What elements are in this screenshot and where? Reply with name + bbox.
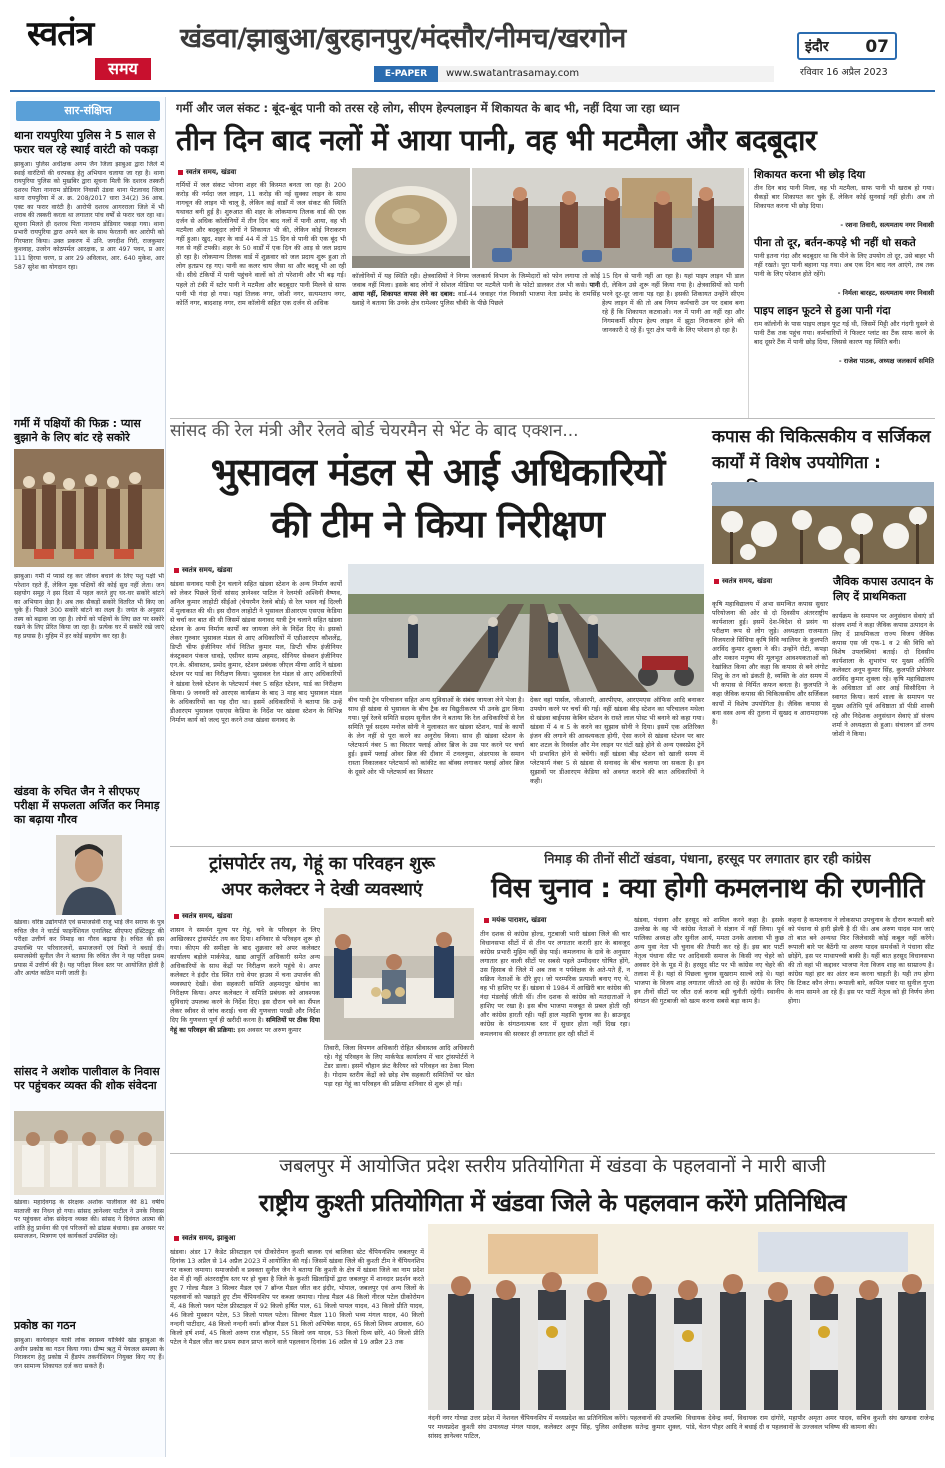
byline: स्वतंत्र समय, खंडवा [174,912,232,921]
byline: स्वतंत्र समय, खंडवा [174,566,232,575]
side-box-body: राम कॉलोनी के पास पाइप लाइन फूट गई थी, जिसमें मिट्टी और गंदगी घुसने से पानी टैंक तक पहुंच गया। कर्मचारियों ने फिल्टर प्लांट का टैंक साफ करने के बाद दूसरे टैंक में पानी छोड़ दिया, जिससे कारण यह स्थिति बनी। [754,320,934,347]
article-column [352,272,600,412]
side-box-signature: - राजेश पाठक, अध्यक्ष जलकार्य समिति [838,357,934,365]
side-box-body: तीन दिन बाद पानी मिला, वह भी मटमैला, साफ पानी भी खराब हो गया। सैकड़ों बार शिकायत कर चुके हैं, लेकिन कोई सुनवाई नहीं होती। अब तो शिकायत करना भी छोड़ दिया। [754,184,934,211]
photo-cotton [712,482,934,564]
sidebar-item [14,785,164,978]
epaper-label: E-PAPER [374,66,438,82]
byline: स्वतंत्र समय, खंडवा [178,168,236,177]
masthead-rule [10,90,935,92]
article-text: इस अवसर पर अरुण कुमार [237,1025,302,1034]
sidebar-item [14,417,164,640]
story-headline: तीन दिन बाद नलों में आया पानी, वह भी मटमैला और बदबूदार [176,123,817,157]
website-link[interactable]: www.swatantrasamay.com [446,68,580,79]
article-column: विधायक देवेन्द्र वर्मा, विधायक राम दांगोरे, महापौर अमृता अमर यादव, सचिव कुश्ती संघ खण्डवा राजेन्द्र पांडे, चेतन पौहर आदि ने बधाई दी व पहलवानों के उज्जवल भविष्य की कामना की। [686,1414,934,1432]
article-column: 15 दिन से पानी नहीं आ रहा है। यहां पाइप लाइन भी डाल दी, लेकिन उसे शुरू नहीं किया गया है। क्षेत्रवासियों को पानी भरने दूर-दूर जाना पड़ रहा है। इसकी शिकायत उन्होंने सीएम हेल्प लाइन में की तो अब निगम कर्मचारी उन पर दबाव बना रहे हैं कि शिकायत कटवाओ। नल में पानी आ नहीं रहा और निगमकर्मी सीएम हेल्प लाइन में झूठा निराकरण होने की जानकारी दे रहे हैं। पूरा क्षेत्र पानी के लिए परेशान हो रहा है। [602,272,744,335]
logo-line2: समय [95,58,151,80]
article-column: कहना है कमलनाथ ने लोकसभा उपचुनाव के दौरान रूपाली बारे को पंधाना से हारी झेली है दी थी। अब अरुण यादव मान जाएं तो बात बने अन्यथा फिर जिलेवासी कोई कबूल नहीं करेंगे। रूपाली बारे पर बैठेंगी या अरुण यादव समर्थकों ने पंधाना सीट छोड़ेंगे, इस पर माथापच्ची बाकी है। यहीं बात हरसूद विधानसभा की तो वहां भी कद्दावर भाजपा नेता विजय शाह का साम्राज्य है। कांग्रेस यहां हार का अंतर कम करना चाहती है। यही तय होगा कि टिकट कौन लेगा। रूपाली बारे, कपिल पवार या सुनील गुप्ता के नाम सामने आ रहे हैं। इस पर पार्टी नेतृत्व को ही निर्णय लेना होगा। [788,916,934,1006]
print-color-bar [10,1460,935,1466]
story-headline: विस चुनाव : क्या होगी कमलनाथ की रणनीति [491,873,924,904]
article-column: नंदनी नगर गोण्डा उत्तर प्रदेश में नेशनल चैंपियनशिप में मध्यप्रदेश का प्रतिनिधित्व करेंगे। पहलवानों की उपलब्धि पर मध्यप्रदेश कुश्ती संघ उपाध्यक्ष मंगल यादव, कलेक्टर अनूप सिंह, पुलिस अधीक्षक सतेन्द्र कुमार शुक्ल, सांसद ज्ञानेश्वर पाटिल, [428,1414,682,1441]
article-subhead: पानी आया नहीं, शिकायत वापस लेने का दबाव: [352,281,600,299]
sidebar-photo-ruchit [56,835,122,915]
sidebar-item-title: खंडवा के रुचित जैन ने सीएफए परीक्षा में सफलता अर्जित कर निमाड़ का बढ़ाया गौरव [14,785,160,826]
epaper-bar [374,66,774,82]
side-box-title: पाइप लाइन फूटने से हुआ पानी गंदा [754,305,891,317]
section-divider [170,846,935,847]
article-text: वार्ड-44 जवाहर गंज निवासी भाजपा नेता प्रमोद के रामसिंह ख्वाहे ने बताया कि उनके क्षेत्र रामेश्वर पुलिस चौकी के पीछे पिछले [352,290,600,308]
byline: स्वतंत्र समय, खंडवा [714,577,772,586]
sidebar-item-body: झाबुआ। कार्यवाहन यात्री लोक स्वास्थ्य यांत्रिकी खंड झाबुआ के अधीन प्रकोष्ठ का गठन किया गया। ग्रीष्म ऋतु में पेयजल समस्या के निराकरण हेतु प्रकोष्ठ में हैंडपंप तकनीशियन नियुक्त किए गए हैं। जन सामान्य शिकायत दर्ज करा सकते हैं। [14,1337,164,1370]
story-subhead: जैविक कपास उत्पादन के लिए दें प्राथमिकता [833,575,934,603]
side-box [748,168,934,418]
photo-wrestlers [428,1224,934,1410]
article-column: कार्यक्रम के समापन पर अनुसंधान सेवाएं डॉ संजय शर्मा ने कहा जैविक कपास उत्पादन के लिए दें प्राथमिकता राज्य विजय जैविक कपास एस जी एफ-1 व 2 की विधि को विशेष उपलब्धियां बताई। दो दिवसीय कार्यशाला के शुभारंभ पर मुख्य अतिथि कलेक्टर अनूप कुमार सिंह, कुलपति प्रोफेसर अरविंद कुमार शुक्ला रहे। कृषि महाविद्यालय के अधिष्ठाता डॉ आर आई सिसौदिया ने स्वागत किया। कार्य शाला के समापन पर मुख्य अतिथि पूर्व अधिष्ठाता डॉ पीडी शास्त्री रहे और निदेशक अनुसंधान सेवाएं डॉ संजय शर्मा ने अध्यक्षता से हुआ। संचालन डॉ तनय जोशी ने किया। [832,612,934,738]
photo-grain-inspection [324,908,474,1040]
side-box-title: शिकायत करना भी छोड़ दिया [754,169,866,181]
sidebar-item [14,1319,164,1455]
sidebar-item [14,1065,164,1241]
logo [27,14,153,76]
story-headline-line1: ट्रांसपोर्टर तय, गेहूं का परिवहन शुरू [209,854,435,874]
photo-women-water [472,168,744,268]
article-column: बीच यात्री ट्रेन परिचालन सहित अन्य सुविधाओं के संबंध जायजा लेने भेजा है। साथ ही खंडवा से भुसावल के बीच ट्रैक का विद्युतीकरण भी उनके द्वार किया गया। पूर्व रेलवे समिति सदस्य सुनील जैन ने बताया कि रेल अधिकारियों से रेल समिति पूर्व सदस्य मनोज सोनी ने मुलाकात कर खंडवा स्टेशन, यार्ड के कार्यों के लेन नहीं से पूरा करने का अनुरोध किया। साथ ही खंडवा स्टेशन के प्लेटफार्म नंबर 5 का विस्तार फ्लाई ओवर ब्रिज के उस पार करने पर चर्चा हुई। इसमें फ्लाई ओवर ब्रिज की दीवार में टनलनुमा, अंडरपास के समान रास्ता निकालकर प्लेटफार्म को कांकीट का बॉक्स लगाकर फ्लाई ओवर ब्रिज के दूसरे ओर भी प्लेटफार्म का विस्तार [348,696,524,777]
sidebar-item-body: झाबुआ। पुलिस अधीक्षक अगम जैन जिला झाबुआ द्वारा जिले में स्थाई वारंटियों की धरपकड़ हेतु अभियान चलाया जा रहा है। थाना रायपुरिया पुलिस को मुखबिर द्वारा सूचना मिली कि दशरथ तस्करी दशरथ पिता नानराम डोडियार निवासी उंडवा थाना पेटलावद जिला थाना रायपुरिया में अ. क्र. 208/2017 धारा 34(2) 36 आब. एक्ट का फरार वारंटी है। आरोपी दशरथ आगरराला जिले में भी शराब की तस्करी करता था लगातार पांच वर्षों से फरार चल रहा था। सूचना मिलते ही दशरथ पिता नानराम डोडियार पकड़ा गया। थाना प्रभारी रायपुरिया द्वारा अपने बल के साथ फेरतानी कर आरोपी को गिरफ्तार किया। उक्त प्रकरण में उनि. जगदीश गिरी, राजकुमार कुशवाह, उजरेन कोठपर्मल आरक्षक, प्र आर 497 पवन, प्र आर 111 हिरया चरण, प्र आर 29 अविलाश, आर. 640 मुकेश, आर 587 सुरेश का योगदान रहा। [14,161,164,271]
story-kicker: निमाड़ की तीनों सीटों खंडवा, पंधाना, हरसूद पर लगातार हार रही कांग्रेस [544,851,871,866]
article-column: कृषि महाविद्यालय में अभा समन्वित कपास सुधार परियोजना की ओर से दो दिवसीय अंतरराष्ट्रीय कार्यशाला हुई। इसमें देश-विदेश से प्रसंग या परीक्षण रूप से लोग जुड़े। अध्यक्षता राजमाता विजयराजे सिंधिया कृषि विवि ग्वालियर के कुलपति अरविंद कुमार शुक्ला ने की। उन्होंने रोटी, कपड़ा और मकान मनुष्य की मूलभूत आवश्यकताओं को रेखांकित किया और कहा कि कपास से बने लंगोट शिशु के तन को ढंकती है, व्यक्ति के अंत समय में भी कपास से निर्मित कफन बनता है। कुलपति ने कहा जैविक कपास की चिकित्सकीय और सर्जिकल कार्यों में विशेष उपयोगिता है। जैविक कपास से बना वस्त्र अन्य की तुलना में सुखद व आरामदायक है। [712,600,828,726]
sidebar-item-title: थाना रायपुरिया पुलिस ने 5 साल से फरार चल रहे स्थाई वारंटी को पकड़ा [14,129,159,156]
sidebar-item-body: झाबुआ। गर्मी में प्यासे रह कर जीवन बचाने के लिए पशु पक्षी भी परेशान रहते हैं, लेकिन मूक पक्षियों की कोई सुध नहीं लेता। जन सहयोग समूह ने इस दिशा में पहल करते हुए घर-घर सकोरे बांटने का अभियान छेड़ा है। अब तक सैकड़ों सकोरे वितरित भी किए जा चुके हैं। पिछले 300 सकोरे बांटने का लक्ष्य है। जयंत के अनुसार तस्य को बढ़ावा जा रहा है। लोगों को पक्षियों के लिए छत पर सकोरे रखने के लिए प्रेरित किया जा रहा है। प्रत्येक घर में सकोरे रखे जाएं यह प्रयास है। मुहिम में हर कोई सहयोग कर रहा है। [14,573,164,640]
story-kicker: जबलपुर में आयोजित प्रदेश स्तरीय प्रतियोगिता में खंडवा के पहलवानों ने मारी बाजी [279,1156,826,1177]
story-headline: कपास की चिकित्सकीय व सर्जिकल कार्यों में विशेष उपयोगिता : [712,427,931,473]
article-column: तीन दशक से कांग्रेस होल्ड, गुटबाजी भारी खंडवा जिले की चार विधानसभा सीटों में से तीन पर लगातार करारी हार के बावजूद कांग्रेस प्रभारी मुहिम नहीं छेड़ पाई। कमलनाथ के दावे के अनुसार लगातार हार वाली सीटों पर सबसे पहले उम्मीदवार घोषित होंगे, उस हिसाब से जिले में अब तक न पर्यवेक्षक के अते-पते हैं, न सक्रिय नेताओं के दौरे हुए। जो परम्परिक प्रत्याशी बनाए गए थे, वह भी हाशिए पर हैं। खंडवा से 1984 में आखिरी बार कांग्रेस की नंदा मंडलोई जीती थीं। तीन दशक से कांग्रेस को मतदाताओं ने हाशिए पर रखा है। इस बीच भाजपा मजबूत से प्रबल होती रही और कांग्रेस हारती रही। यहीं हाल महाशि चुनाव का है। ब्राउन्डूद कांग्रेस के संगठनात्मक स्तर में सुधार होता नहीं दिख रहा। कमलनाथ की सरकार ही लगातार हार रही सीटों में [480,930,630,1038]
sidebar-photo-condolence [14,1111,164,1195]
sidebar-item-body: खंडवा। वरिष्ठ उद्योगपति एवं समाजसेवी राजू भाई जैन सराफ के पुत्र रुचित जैन ने चार्टर्ड फाइनेंशियल एनालिस्ट सीएफए इंस्टिट्यूट की परीक्षा उत्तीर्ण कर निमाड़ का गौरव बढ़ाया है। रुचित की इस उपलब्धि पर परिवारजनों, समाजजनों एवं मित्रों ने बधाई दी। समाजसेवी सुनील जैन ने बताया कि रुचित जैन ने यह परीक्षा प्रथम प्रयास में उत्तीर्ण की है। यह परीक्षा विश्व स्तर पर आयोजित होती है और अत्यंत कठिन मानी जाती है। [14,919,164,978]
article-column: तिवारी, जिला विपणन अधिकारी रोहित श्रीवास्तव आदि अधिकारी रहे। गेहूं परिवहन के लिए मार्कफेड कार्यालय में चार ट्रांसपोर्टरों ने टेंडर डाला। इसमें चौहान फ्रंट कैरियर को परिवहन का ठेका मिला है। गोदाम स्तरीय केंद्रों को छोड़ शेष सहकारी समितियों पर खेत पड़ा रहा गेहूं का परिवहन की प्रक्रिया शनिवार से शुरू हो गई। [324,1044,474,1089]
story-kicker: गर्मी और जल संकट : बूंद-बूंद पानी को तरस रहे लोग, सीएम हेल्पलाइन में शिकायत के बाद भी, नहीं दिया जा रहा ध्यान [176,101,680,115]
photo-muddy-water [352,168,470,268]
edition-cities: खंडवा/झाबुआ/बुरहानपुर/मंदसौर/नीमच/खरगोन [180,23,626,54]
logo-line1: स्वतंत्र [27,14,94,54]
story-kicker: सांसद की रेल मंत्री और रेलवे बोर्ड चेयरमैन से भेंट के बाद एक्शन... [170,421,579,441]
article-column: खंडवा, पंधाना और हरसूद को शामिल करने कहा है। इसके उल्लेख के वह भी कांग्रेस नेताओं ने संज्ञान में नहीं लिया। पूर्व पालिका अध्यक्ष और सुनील आर्य, ममता उनके अलावा भी कुछ अन्य युवा नेता भी चुनाव की तैयारी कर रहे हैं। इस बार पार्टी नेतृत्व पंधाना सीट पर आदिवासी समाज के किसी नए चेहरे को अवसर देने के मूड में है। हरसूद सीट पर भी कांग्रेस नए चेहरे की तलाश में है। यहां से पिछला चुनाव सुखराम साल्वे लड़े थे। यहां भाजपा के विजय शाह लगातार जीतते आ रहे हैं। कांग्रेस के लिए इन तीनों सीटों पर जीत दर्ज करना बड़ी चुनौती रहेगी। स्थानीय संगठन की गुटबाजी को खत्म करना सबसे बड़ा काम है। [634,916,784,1006]
article-column: गर्मियों में जल संकट भोगना शहर की किस्मत बनता जा रहा है। 200 करोड़ की नर्मदा जल लाइन, 11 करोड़ की नई सुक्का लाइन के साथ नागचून की लाइन भी चालू है, लेकिन कई वार्डों में जल संकट की स्थिति यथावत बनी हुई है। शुरुआत की शहर के लोकमान्य तिलक वार्ड की एक दर्जन से अधिक कॉलोनियों में तीन दिन बाद नलों में पानी आया, वह भी मटमैला और बदबूदार लोगों ने शिकायत भी की, लेकिन कोई निराकरण नहीं हुआ। खुद, शहर के वार्ड 44 में तो 15 दिन से पानी की एक बूंद भी नल से नहीं टपकी। शहर के 50 वार्डों में एक दिन की आड़ से जल प्रदाय हो रहा है। लोकमान्य तिलक वार्ड में शुक्रवार को जल प्रदाय शुरू हुआ तो लोग हतप्रभ रह गए। पानी का कलर चाय जैसा था और बदबू भी आ रही थी। सीधे टंकियों में पानी पहुंचने वालों को तो परेशानी और भी बढ़ गई। पहले तो टंकी में स्टोर पानी ने मटमैला और बदबूदार पानी मिलने से साफ पानी भी गंदा हो गया। यहां तिलक नगर, जोशी नगर, सत्यमताय नगर, कोर्ति नगर, बादशाह नगर, राम कॉलोनी सहित एक दर्जन से अधिक [176,181,346,307]
sidebar-item-body: खंडवा। महादेवगढ़ के संरक्षक अशोक पालीवाल की 81 वर्षीय माताजी का निधन हो गया। सांसद ज्ञानेश्वर पाटील ने उनके निवास पर पहुंचकर शोक संवेदना व्यक्त की। सांसद ने दिवंगत आत्मा की शांति हेतु प्रार्थना की एवं परिजनों को ढांढस बंधाया। इस अवसर पर समाजजन, मित्रगण एवं कार्यकर्ता उपस्थित रहे। [14,1199,164,1241]
byline: स्वतंत्र समय, झाबुआ [174,1234,235,1243]
page-number: 07 [865,37,889,57]
story-headline-line2: की टीम ने किया निरीक्षण [271,502,604,546]
masthead [0,0,945,97]
story-headline-line1: भुसावल मंडल से आई अधिकारियों [210,450,665,494]
side-box-signature: - रशना तिवारी, सत्यमताय नगर निवासी [840,221,934,229]
sidebar-item-title: गर्मी में पक्षियों की फिक्र : प्यास बुझाने के लिए बांट रहे सकोरे [14,417,141,444]
issue-date: रविवार 16 अप्रैल 2023 [800,67,888,78]
sidebar-item [14,129,164,383]
article-column: खंडवा। अंडर 17 कैडेट फ्रीस्टाइल एवं ग्रीकोरोमन कुश्ती बालक एवं बालिका स्टेट चैंपियनशिप जबलपुर में दिनांक 13 अप्रैल से 14 अप्रैल 2023 में आयोजित की गई। जिसमें खंडवा जिले की कुश्ती टीम ने चैंपियनशिप पर कब्जा जमाया। समाजसेवी व प्रवक्ता सुनील जैन ने बताया कि कुश्ती के क्षेत्र में खंडवा जिले का नाम प्रदेश देश में ही नहीं अंतरराष्ट्रीय स्तर पर हो चुका है जिले के कुश्ती खिलाड़ियों द्वारा जबलपुर में शानदार प्रदर्शन करते हुए 7 गोल्ड मैडल 3 सिल्वर मैडल एवं 7 ब्रॉन्ज मैडल जीत कर इंदौर, भोपाल, जबलपुर एवं अन्य जिलों के पहलवानों को पछाड़ते हुए टीम चैंपियनशिप पर कब्जा जमाया। गोल्ड मैडल 48 किलो नीरज पटेल ग्रीकोरोमन में, 48 किलो पवन पटेल फ्रीस्टाइल में 92 किलो हर्षित पाल, 61 किलो पायल यादव, 43 किलो प्रीति यादव, 46 किलो मुस्कान पटेल, 53 किलो पायल पटेल। सिल्वर मैडल 110 किलो भव्य मंगल यादव, 40 किलो नन्दनी पाटीदार, 48 किलो नन्दनी वर्मा। ब्रॉन्ज मैडल 51 किलो अभिषेक यादव, 65 किलो शिवम अग्रवाल, 60 किलो हर्ष शर्मा, 45 किलो अरुण राज चौहान, 55 किलो जय यादव, 53 किलो दिव्य छोरे, 40 किलो प्रीति पटेल ने मैडल जीत कर प्रथम स्थान प्राप्त करने वाले पहलवान दिनांक 16 अप्रैल से 19 अप्रैल 23 तक [170,1248,424,1347]
side-box-signature: - निर्मला बारहट, सत्यमताय नगर निवासी [837,289,934,297]
side-box-title: पीना तो दूर, बर्तन-कपड़े भी नहीं धो सकते [754,237,916,249]
byline: मयंक पाराशर, खंडवा [484,916,546,925]
side-box-body: पानी इतना गंदा और बदबूदार था कि पीने के लिए उपयोग तो दूर, उसे बाहर भी नहीं रखते। पूरा पानी बहाना पड़ गया। अब एक दिन बाद नल आएंगे, तब तक पानी के लिए परेशान होते रहेंगे। [754,252,934,279]
sidebar [10,97,166,1457]
story-headline-line2: अपर कलेक्टर ने देखी व्यवस्थाएं [221,880,423,900]
edition-city: इंदौर [805,39,829,55]
article-column: देकर वहां पार्सल, जीआरपी, आरपीएफ, आरएमएस ऑफिस आदि बनाकर उपयोग करने पर चर्चा की गई। वहीं खंडवा बीड़ स्टेशन का परिचालन मथेला से खंडवा बाईपास केबिन स्टेशन के रास्ते लाल पोस्ट भी बनाने को कहा गया। खंडवा में 4 व 5 के करने का सुझाव सोनी ने दिया। इसमें एक अतिरिक्त इंजन की लगाने की आवश्यकता होगी, ऐसा करने से खंडवा स्टेशन पर बार बार शटल के रिवर्सल और मेन लाइन पर घंटों खड़े होने से अन्य एक्सप्रेस ट्रेनें भी प्रभावित होने से बचेंगी। वहीं खंडवा बीड़ स्टेशन को खाली समय में प्लेटफार्म नंबर 5 से खंडवा से सनावद के बीच चलाया जा सकता है। इन सुझावों पर डीआरएम केडिया को अवगत कराने की बात अधिकारियों ने कही। [530,696,704,786]
article-text: कॉलोनियों में यह स्थिति रही। क्षेत्रवासियों ने निगम जलकार्य विभाग के जिम्मेदारों को फोन लगाया तो कोई जवाब नहीं मिला। इसके बाद लोगों ने सोशल मीडिया पर मटमैले पानी के फोटो डालकर तंज भी कसे। [352,272,600,290]
article-column [170,926,320,1151]
article-column: खंडवा सनावद यात्री ट्रेन चलाने सहित खंडवा स्टेशन के अन्य निर्माण कार्यों को लेकर पिछले दिनों सांसद ज्ञानेश्वर पाटिल ने रेलमंत्री अश्विनी वैष्णव, अनिल कुमार लाहोटी सीईओ (चेयरमैन रेलवे बोर्ड) से रेल भवन नई दिल्ली में मुलाकात की थी। इस दौरान लाहोटी ने भुसावल डीआरएम एसएस केडिया से चर्चा कर बात की थी जिसमें खंडवा सनावद यात्री ट्रेन चलाने सहित खंडवा स्टेशन के अन्य निर्माण कार्यों का जायजा लेने के निर्देश दिए थे। इसको लेकर गुरुवार भुसावल मंडल से आए अधिकारियों में एडीआरएम कौशलेंद्र, डिप्टी चीफ इंजीनियर नॉर्थ नितिश कुमार मल, डिप्टी चीफ इंजीनियर कंस्ट्रक्शन पंकज धावड़े, एसीयर साम्प अहमद, सीनियर सेक्शन इंजीनियर एन.के. श्रीवास्तव, प्रमोद कुमार, स्टेशन प्रबंधक जीएल मीणा आदि ने खंडवा स्टेशन पर यार्ड का निरीक्षण किया। भुसावल रेल मंडल से आए अधिकारियों ने खंडवा रेलवे स्टेशन के प्लेटफार्म नंबर 5 सहित स्टेशन, यार्ड का निरीक्षण किया। 9 जनवरी को आरएस कार्यक्रम के बाद 3 माह बाद भुसावल मंडल के अधिकारियों का यह दौरा था। इसमें अधिकारियों ने बताया कि उन्हें डीआरएम भुसावल एसएस केडिया के निर्देश पर खंडवा स्टेशन के विभिन्न निर्माण कार्य को जल्द पूरा करने तथा खंडवा सनावद के [170,580,342,724]
sidebar-item-title: सांसद ने अशोक पालीवाल के निवास पर पहुंचकर व्यक्त की शोक संवेदना [14,1065,160,1092]
sidebar-item-title: प्रकोष्ठ का गठन [14,1319,76,1332]
story-headline: राष्ट्रीय कुश्ती प्रतियोगिता में खंडवा जिले के पहलवान करेंगे प्रतिनिधित्व [259,1189,846,1217]
sidebar-header: सार-संक्षिप्त [16,101,160,121]
photo-railway-inspection [348,564,704,692]
article-text: शासन ने समर्थन मूल्य पर गेहूं, चने के परिवहन के लिए आखिरकार ट्रांसपोर्टर तय कर दिया। शनिवार से परिवहन शुरू हो गया। कीएम की समीक्षा के बाद शुक्रवार को अपर कलेक्टर कार्यालय बड़ोले मार्कफेड, खाद्य आपूर्ति अधिकारी समेत अन्य अधिकारियों के साथ केंद्रों पर निरीक्षण करने पहुंचे थे। अपर कलेक्टर ने इंदौर रोड स्थित राधे वेयर हाउस में चना उपार्जन की व्यवस्थाएं देखी। सेवा सहकारी समिति अहमदपुर खेगांव का निरीक्षण किया। अपर कलेक्टर ने समिति प्रबंधक को आवश्यक सुविधाएं उपलब्ध करने के निर्देश दिए। इस दौरान चने का सैंपल लेकर स्वीवर से जांच कराई। चना की गुणवत्ता परखी और निर्देश दिए कि गुणवत्ता पूर्ण ही खरीदी करना है। [170,926,320,1025]
sidebar-photo-sakore [14,449,164,567]
article-subhead: समितियों पर ठीक दिया गेहूं का परिवहन की प्रक्रिया: [170,1016,320,1034]
edition-box [797,32,897,60]
